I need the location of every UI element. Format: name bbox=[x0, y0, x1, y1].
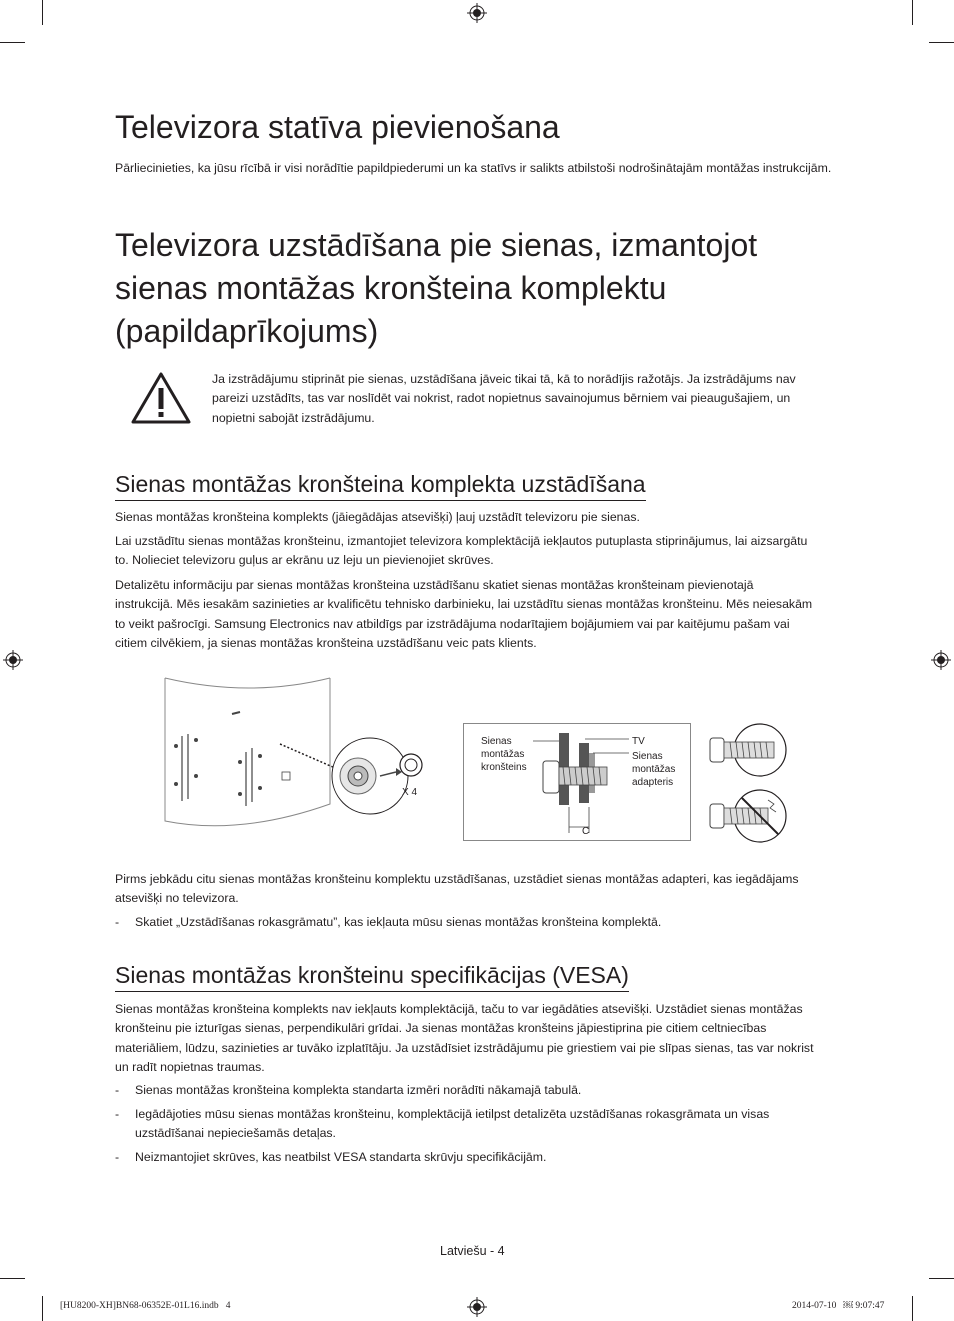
list-item-text bbox=[135, 1105, 835, 1144]
page-title: Televizora statīva pievienošana bbox=[115, 109, 560, 145]
footer-file-info: [HU8200-XH]BN68-06352E-01L16.indb 4 bbox=[60, 1301, 231, 1311]
paragraph-line: Lai uzstādītu sienas montāžas kronšteinu, izmantojiet televizora komplektācijā iekļautos putuplasta stiprinājumus, lai aizsargātu bbox=[115, 534, 808, 548]
list-item bbox=[115, 1105, 855, 1145]
footer-timestamp: 2014-07-10 ￼ 9:07:47 bbox=[792, 1301, 885, 1311]
label-line: kronšteins bbox=[481, 762, 527, 773]
crop-mark bbox=[929, 1278, 954, 1279]
paragraph-line: Sienas montāžas kronšteina komplekts nav iekļauts komplektācijā, taču to var iegādāties atsevišķi. Uzstādiet sienas montāžas bbox=[115, 1002, 803, 1016]
bracket-label bbox=[481, 735, 527, 774]
crop-mark bbox=[912, 1296, 913, 1321]
dimension-c-label: C bbox=[582, 826, 590, 837]
paragraph-line: Pirms jebkādu citu sienas montāžas kronšteinu komplektu uzstādīšanas, uzstādiet sienas montāžas adapteri, kas iegādājams bbox=[115, 872, 799, 886]
list-item bbox=[115, 1148, 855, 1168]
paragraph-line: atsevišķi no televizora. bbox=[115, 891, 239, 906]
quantity-label: X 4 bbox=[402, 787, 418, 798]
crop-mark bbox=[0, 42, 25, 43]
list-item-text: Sienas montāžas kronšteina komplekta standarta izmēri norādīti nākamajā tabulā. bbox=[135, 1083, 582, 1097]
crop-mark bbox=[42, 1296, 43, 1321]
paragraph-line: materiāliem, lūdzu, sazinieties ar tuvāko izplatītāju. Ja uzstādīsiet izstrādājumu pie griestiem vai pie slīpas sienas, tas var nokrist bbox=[115, 1040, 814, 1055]
crop-mark bbox=[42, 0, 43, 25]
paragraph-line: to veikt pašrocīgi. Samsung Electronics nav atbildīgs par izstrādājuma nodarītajiem bojājumiem vai par kaitējumu pašam vai bbox=[115, 616, 790, 631]
warning-line: nopietni sabojāt izstrādājumu. bbox=[212, 410, 375, 425]
warning-line: Ja izstrādājumu stiprināt pie sienas, uzstādīšana jāveic tikai tā, kā to norādījis ražotājs. Ja izstrādājums nav bbox=[212, 372, 796, 386]
paragraph-line: instrukcijā. Mēs iesakām sazinieties ar kvalificētu tehnisko darbinieku, lai uzstādītu sienas montāžas kronšteinu. Mēs neiesakām bbox=[115, 597, 813, 612]
wall-mount-title-line: sienas montāžas kronšteina komplektu bbox=[115, 270, 667, 306]
bullet-dash: - bbox=[115, 1150, 120, 1164]
section-heading-installation: Sienas montāžas kronšteina komplekta uzstādīšana bbox=[115, 470, 646, 501]
paragraph-line: citiem cilvēkiem, ja sienas montāžas kronšteina uzstādīšanu veic pats klients. bbox=[115, 636, 537, 651]
list-item-text: Skatiet „Uzstādīšanas rokasgrāmatu”, kas iekļauta mūsu sienas montāžas kronšteina komplektā. bbox=[135, 915, 662, 929]
page-number: Latviešu - 4 bbox=[440, 1244, 505, 1258]
registration-mark-icon bbox=[931, 650, 951, 670]
paragraph-line: to. Nolieciet televizoru guļus ar ekrānu uz leju un pievienojiet skrūves. bbox=[115, 553, 494, 568]
registration-mark-icon bbox=[3, 650, 23, 670]
wall-mount-title-line: Televizora uzstādīšana pie sienas, izmantojot bbox=[115, 227, 758, 263]
paragraph bbox=[115, 870, 855, 909]
paragraph: Sienas montāžas kronšteina komplekts (jāiegādājas atsevišķi) ļauj uzstādīt televizoru pie sienas. bbox=[115, 510, 640, 524]
list-item-text: Neizmantojiet skrūves, kas neatbilst VESA standarta skrūvju specifikācijām. bbox=[135, 1150, 547, 1164]
wall-mount-title-line: (papildaprīkojums) bbox=[115, 313, 379, 349]
adapter-label bbox=[632, 750, 675, 789]
registration-mark-icon bbox=[467, 3, 487, 23]
tv-back-illustration bbox=[160, 676, 460, 846]
list-item-line: uzstādīšanai nepieciešamās detaļas. bbox=[135, 1126, 336, 1141]
crop-mark bbox=[929, 42, 954, 43]
paragraph bbox=[115, 1000, 855, 1078]
stand-intro-text: Pārliecinieties, ka jūsu rīcībā ir visi norādītie papildpiederumi un ka statīvs ir salikts atbilstoši nodrošinātajām montāžas instrukcijām. bbox=[115, 161, 832, 175]
section-heading-vesa: Sienas montāžas kronšteinu specifikācijas (VESA) bbox=[115, 961, 629, 992]
list-item-line: Iegādājoties mūsu sienas montāžas kronšteinu, komplektācijā ietilpst detalizēta uzstādīšanas rokasgrāmata un visas bbox=[135, 1107, 770, 1121]
paragraph bbox=[115, 532, 855, 571]
registration-mark-icon bbox=[467, 1297, 487, 1317]
bullet-dash: - bbox=[115, 1083, 120, 1097]
label-line: montāžas bbox=[632, 764, 676, 775]
paragraph-line: un radīt nopietnas traumas. bbox=[115, 1060, 265, 1075]
crop-mark bbox=[912, 0, 913, 25]
tv-label: TV bbox=[632, 736, 645, 747]
label-line: montāžas bbox=[481, 749, 525, 760]
label-line: adapteris bbox=[632, 777, 674, 788]
bullet-dash: - bbox=[115, 1107, 120, 1121]
bullet-dash: - bbox=[115, 915, 120, 929]
paragraph-line: kronšteinu pie izturīgas sienas, perpendikulāri grīdai. Ja sienas montāžas kronšteins jāpiestiprina pie citiem celtniecības bbox=[115, 1021, 767, 1036]
warning-line: pareizi uzstādīts, tas var noslīdēt vai nokrist, radot nopietnus savainojumus bērniem vai pieaugušajiem, un bbox=[212, 391, 791, 406]
list-item bbox=[115, 1081, 855, 1101]
paragraph-line: Detalizētu informāciju par sienas montāžas kronšteina uzstādīšanu skatiet sienas montāžas kronšteinam pievienotajā bbox=[115, 578, 754, 592]
crop-mark bbox=[0, 1278, 25, 1279]
warning-triangle-icon bbox=[131, 372, 191, 424]
label-line: Sienas bbox=[632, 751, 663, 762]
incorrect-screw-icon bbox=[708, 788, 790, 844]
label-line: Sienas bbox=[481, 736, 512, 747]
correct-screw-icon bbox=[708, 722, 790, 778]
paragraph bbox=[115, 576, 855, 654]
list-item bbox=[115, 913, 855, 933]
warning-text bbox=[212, 370, 852, 428]
wall-mount-title bbox=[115, 224, 757, 353]
